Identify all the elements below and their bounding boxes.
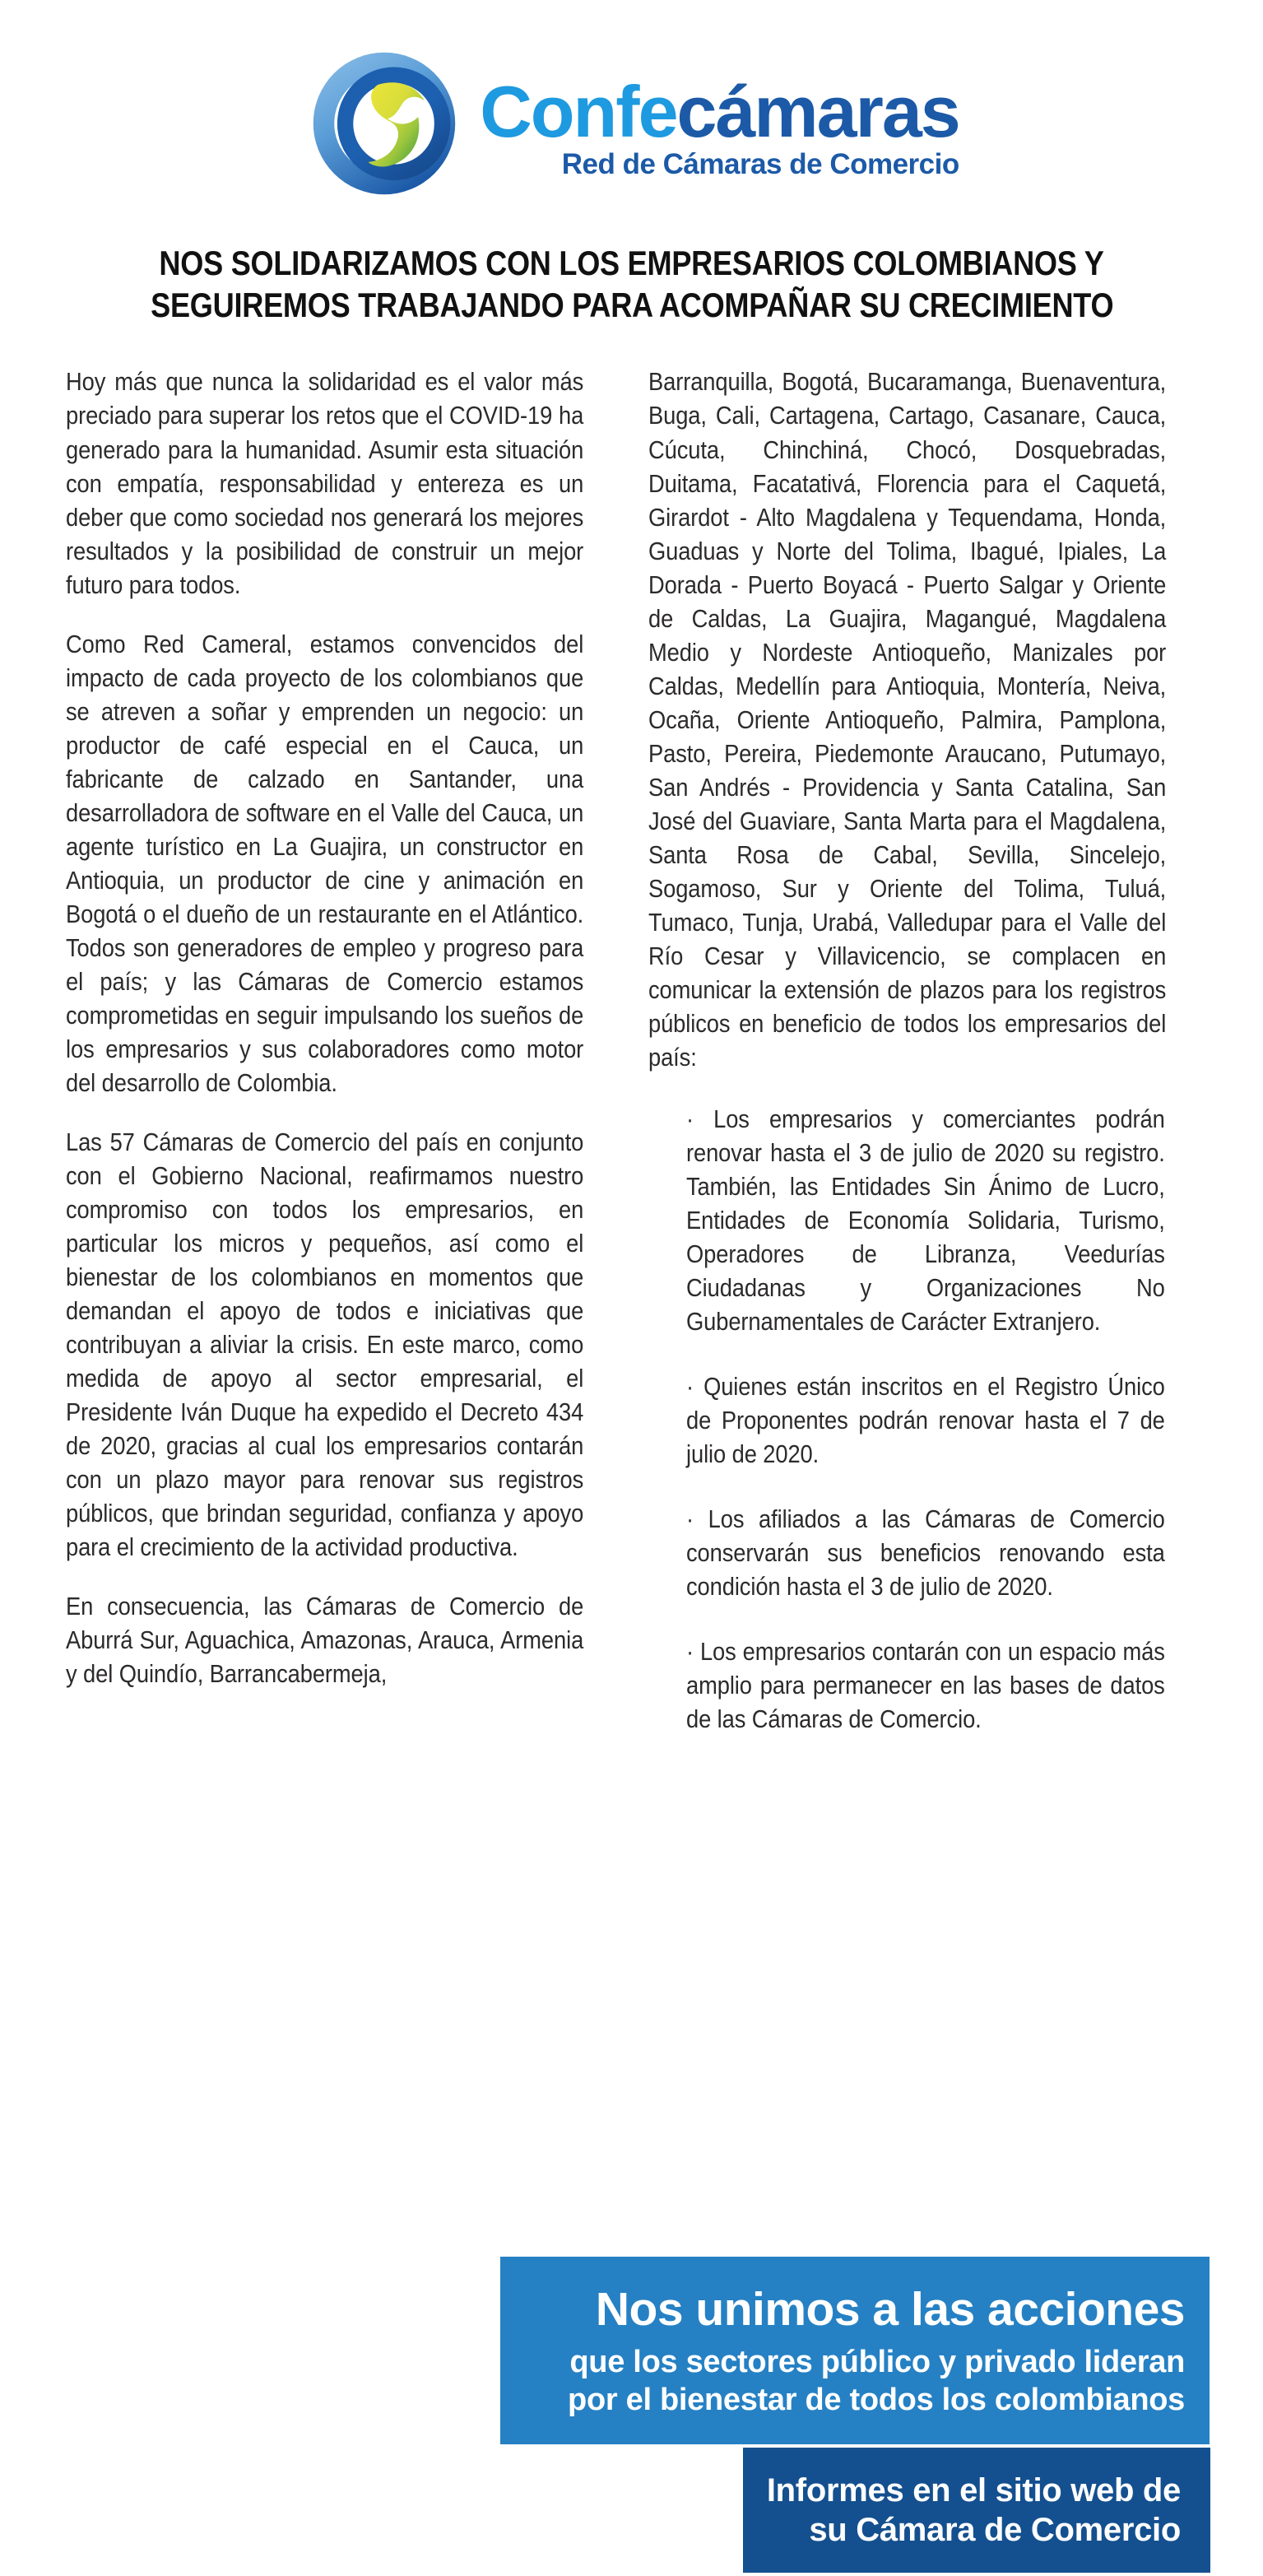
logo-wordmark (480, 71, 959, 181)
logo-word-part-two: cámaras (676, 71, 959, 153)
banner-informes-line-1: Informes en el sitio web de (766, 2472, 1181, 2509)
logo-word-part-one: Confe (480, 71, 677, 153)
paragraph: Como Red Cameral, estamos convencidos del impacto de cada proyecto de los colombianos que se atreven a soñar y emprenden un negocio: un productor de café especial en el Cauca, un fabricante de calzado en Santander, una desarrolladora de software en el Valle del Cauca, un agente turístico en La Guajira, un constructor en Antioquia, un productor de cine y animación en Bogotá o el dueño de un restaurante en el Atlántico. Todos son generadores de empleo y progreso para el país; y las Cámaras de Comercio estamos comprometidas en seguir impulsando los sueños de los empresarios y sus colaboradores como motor del desarrollo de Colombia. (66, 630, 584, 1097)
banner-solidarity (500, 2257, 1210, 2444)
paragraph: Barranquilla, Bogotá, Bucaramanga, Buenaventura, Buga, Cali, Cartagena, Cartago, Casanare, Cauca, Cúcuta, Chinchiná, Chocó, Dosquebradas, Duitama, Facatativá, Florencia para el Caquetá, Girardot - Alto Magdalena y Tequendama, Honda, Guaduas y Norte del Tolima, Ibagué, Ipiales, La Dorada - Puerto Boyacá - Puerto Salgar y Oriente de Caldas, La Guajira, Magangué, Magdalena Medio y Nordeste Antioqueño, Manizales por Caldas, Medellín para Antioquia, Montería, Neiva, Ocaña, Oriente Antioqueño, Palmira, Pamplona, Pasto, Pereira, Piedemonte Araucano, Putumayo, San Andrés - Providencia y Santa Catalina, San José del Guaviare, Santa Marta para el Magdalena, Santa Rosa de Cabal, Sevilla, Sincelejo, Sogamoso, Sur y Oriente del Tolima, Tuluá, Tumaco, Tunja, Urabá, Valledupar para el Valle del Río Cesar y Villavicencio, se complacen en comunicar la extensión de plazos para los registros públicos en beneficio de todos los empresarios del país: (648, 368, 1167, 1072)
right-column (648, 365, 1167, 1737)
confecamaras-logo (304, 43, 959, 204)
list-item: · Quienes están inscritos en el Registro Único de Proponentes podrán renovar hasta el 7 de julio de 2020. (686, 1372, 1165, 1468)
body-columns (66, 365, 1197, 1737)
banner-subline-1: que los sectores público y privado lideran (569, 2344, 1185, 2379)
left-column (66, 365, 584, 1737)
page-title (72, 242, 1191, 326)
bullet-list (648, 1103, 1167, 1737)
paragraph: En consecuencia, las Cámaras de Comercio de Aburrá Sur, Aguachica, Amazonas, Arauca, Armenia y del Quindío, Barrancabermeja, (66, 1593, 584, 1689)
footer-banners (0, 2257, 1263, 2576)
list-item: · Los empresarios y comerciantes podrán renovar hasta el 3 de julio de 2020 su registro. También, las Entidades Sin Ánimo de Lucro, Entidades de Economía Solidaria, Turismo, Operadores de Libranza, Veedurías Ciudadanas y Organizaciones No Gubernamentales de Carácter Extranjero. (686, 1104, 1165, 1336)
list-item: · Los empresarios contarán con un espacio más amplio para permanecer en las bases de datos de las Cámaras de Comercio. (686, 1638, 1165, 1734)
banner-informes (743, 2448, 1210, 2573)
confecamaras-ring-logo-icon (304, 43, 465, 204)
banner-headline: Nos unimos a las acciones (595, 2282, 1185, 2336)
banner-subline-2: por el bienestar de todos los colombianos (568, 2382, 1185, 2417)
page-title-line-2: SEGUIREMOS TRABAJANDO PARA ACOMPAÑAR SU CRECIMIENTO (151, 286, 1114, 325)
page-header (0, 0, 1263, 204)
banner-informes-line-2: su Cámara de Comercio (809, 2512, 1181, 2548)
paragraph: Hoy más que nunca la solidaridad es el valor más preciado para superar los retos que el COVID-19 ha generado para la humanidad. Asumir esta situación con empatía, responsabilidad y entereza es un deber que como sociedad nos generará los mejores resultados y la posibilidad de construir un mejor futuro para todos. (66, 368, 584, 599)
logo-tagline: Red de Cámaras de Comercio (561, 147, 959, 180)
logo-word (480, 71, 959, 153)
list-item: · Los afiliados a las Cámaras de Comercio conservarán sus beneficios renovando esta condición hasta el 3 de julio de 2020. (686, 1504, 1165, 1601)
paragraph: Las 57 Cámaras de Comercio del país en conjunto con el Gobierno Nacional, reafirmamos nuestro compromiso con todos los empresarios, en particular los micros y pequeños, así como el bienestar de los colombianos en momentos que demandan el apoyo de todos e iniciativas que contribuyan a aliviar la crisis. En este marco, como medida de apoyo al sector empresarial, el Presidente Iván Duque ha expedido el Decreto 434 de 2020, gracias al cual los empresarios contarán con un plazo mayor para renovar sus registros públicos, que brindan seguridad, confianza y apoyo para el crecimiento de la actividad productiva. (66, 1128, 584, 1561)
page-title-line-1: NOS SOLIDARIZAMOS CON LOS EMPRESARIOS COLOMBIANOS Y (159, 244, 1104, 282)
